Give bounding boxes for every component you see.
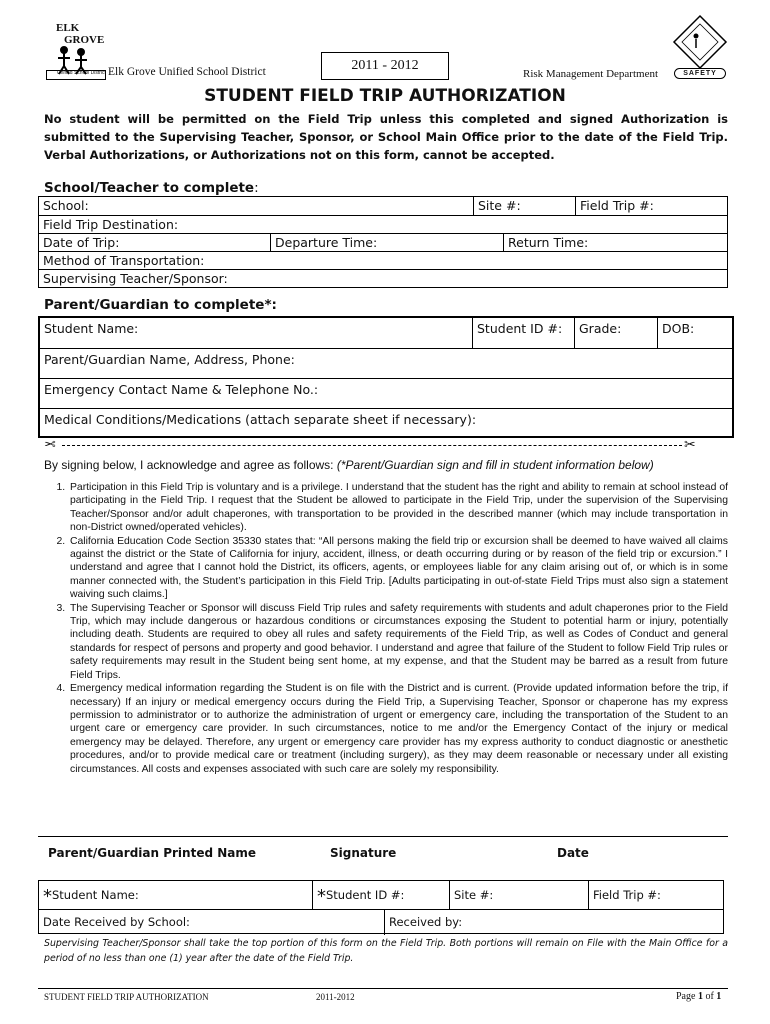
cut-line <box>62 445 682 446</box>
footer-form-name: STUDENT FIELD TRIP AUTHORIZATION <box>44 992 209 1002</box>
bottom-student-id-label: Student ID #: <box>326 888 405 902</box>
agreement-intro-italic: (*Parent/Guardian sign and fill in student information below) <box>336 458 654 472</box>
district-logo-elk: ELK <box>56 22 80 34</box>
bottom-student-name-label: Student Name: <box>52 888 139 902</box>
parent-info-field[interactable]: Parent/Guardian Name, Address, Phone: <box>44 352 295 367</box>
agreement-item-2: 2. California Education Code Section 35330 states that: “All persons making the field trip or excursion shall be deemed to have waived all claims against the district or the State of California for injury, accident, illness, or death occurring during or by reason of the field trip or excursion.” I understand and agree that I cannot hold the District, its officers, agents, or employees liable for any claim arising out of, or which is in some manner connected with, the Student’s participation in this Field Trip. [Adults participating in out-of-state Field Trips must also sign a statement waiving such claims.] <box>68 535 728 602</box>
return-time-field[interactable]: Return Time: <box>503 234 727 252</box>
teacher-table <box>38 196 728 288</box>
notice-text: No student will be permitted on the Field Trip unless this completed and signed Authorization is submitted to the Supervising Teacher, Sponsor, or School Main Office prior to the date of the Field Trip. Verbal Authorizations, or Authorizations not on this form, cannot be accepted. <box>44 112 728 162</box>
office-table <box>38 880 724 934</box>
page-current: 1 <box>697 991 703 1002</box>
departure-time-field[interactable]: Departure Time: <box>270 234 503 252</box>
department-name: Risk Management Department <box>523 68 659 80</box>
safety-diamond-icon <box>672 14 728 70</box>
district-name: Elk Grove Unified School District <box>108 66 266 78</box>
teacher-section-heading-text: School/Teacher to complete <box>44 180 255 196</box>
student-id-field[interactable]: Student ID #: <box>472 318 574 348</box>
page-prefix: Page <box>676 991 698 1002</box>
asterisk-mark: * <box>43 886 52 907</box>
signature-label: Signature <box>330 846 397 860</box>
scissors-right-icon: ✂ <box>684 437 696 453</box>
district-logo <box>44 14 106 80</box>
printed-name-label: Parent/Guardian Printed Name <box>48 846 257 860</box>
signature-line[interactable] <box>38 836 728 837</box>
parent-table <box>38 316 734 438</box>
agreement-intro <box>44 458 654 472</box>
asterisk-mark: * <box>317 886 326 907</box>
bottom-field-trip-field[interactable]: Field Trip #: <box>588 881 723 909</box>
agreement-intro-text: By signing below, I acknowledge and agree as follows: <box>44 458 337 472</box>
dob-field[interactable]: DOB: <box>657 318 732 348</box>
district-logo-bar <box>46 70 106 80</box>
agreement-item-4: 4. Emergency medical information regarding the Student is on file with the District and is current. (Provide updated information before the trip, if necessary) If an injury or medical emergency occurs during the Field Trip, a Supervising Teacher, Sponsor or chaperone has my express permission to administrator or to authorize the administration of urgent or emergency care, including the transportation of the Student to an urgent care or emergency care provider. In such circumstances, notice to me and/or the Emergency Contact of the injury or medical emergency may be delayed. Therefore, any urgent or emergency care provider has my express authority to conduct diagnostic or anesthetic procedures, and/or to provide medical care or treatment (including surgery), as they may deem reasonable or necessary under all existing circumstances. All costs and expenses associated with such care are solely my responsibility. <box>68 682 728 776</box>
student-name-field[interactable]: Student Name: <box>44 321 139 336</box>
district-logo-subtitle: Unified School District <box>57 70 106 76</box>
grade-field[interactable]: Grade: <box>574 318 657 348</box>
bottom-student-id-field[interactable] <box>312 881 449 909</box>
safety-logo <box>672 14 728 80</box>
parent-section-heading: Parent/Guardian to complete*: <box>44 297 277 313</box>
footer-rule <box>38 988 728 989</box>
site-field[interactable]: Site #: <box>473 197 575 215</box>
footer-year: 2011-2012 <box>316 992 355 1002</box>
footnote: Supervising Teacher/Sponsor shall take the top portion of this form on the Field Trip. Both portions will remain on File with the Main Office for a period of no less than one (1) year after the date of the Field Trip. <box>44 938 728 964</box>
page-of: of <box>702 991 717 1002</box>
field-trip-number-field[interactable]: Field Trip #: <box>575 197 727 215</box>
district-logo-grove: GROVE <box>64 34 105 46</box>
bottom-student-name-field[interactable] <box>39 881 312 909</box>
school-field[interactable]: School: <box>43 198 89 213</box>
medical-conditions-field[interactable]: Medical Conditions/Medications (attach separate sheet if necessary): <box>44 412 477 427</box>
agreement-item-1: 1. Participation in this Field Trip is voluntary and is a privilege. I understand that the student has the right and ability to remain at school instead of participating in the Field Trip. I request that the Student be allowed to participate in the Field Trip, under the supervision of the Supervising Teacher/Sponsor and/or adult chaperones, with transportation to be provided in the described manner (which may include transportation in non-District owned/operated vehicles). <box>68 481 728 535</box>
footer-page-number <box>676 991 721 1002</box>
agreement-item-3: 3. The Supervising Teacher or Sponsor will discuss Field Trip rules and safety requirements with students and adult chaperones prior to the Field Trip, which may include dangerous or hazardous conditions or circumstances exposing the Student to potential harm or injury, potentially including death. Students are required to obey all rules and safety requirements of the Field Trip, as well as Codes of Conduct and general standards for respect of persons and property and good behavior. I understand and agree that failure of the Student to follow Field Trip rules or safety requirements may result in the Student being sent home, at my expense, and that the Student may be barred as a result from future Field Trips. <box>68 602 728 682</box>
year-box: 2011 - 2012 <box>321 52 449 80</box>
trip-date-field[interactable]: Date of Trip: <box>43 235 120 250</box>
supervisor-field[interactable]: Supervising Teacher/Sponsor: <box>43 271 228 286</box>
form-title: STUDENT FIELD TRIP AUTHORIZATION <box>204 86 566 106</box>
date-received-field[interactable]: Date Received by School: <box>43 915 190 929</box>
transportation-field[interactable]: Method of Transportation: <box>43 253 205 268</box>
teacher-section-heading <box>44 180 259 196</box>
safety-label: SAFETY <box>674 68 726 79</box>
emergency-contact-field[interactable]: Emergency Contact Name & Telephone No.: <box>44 382 319 397</box>
agreement-terms <box>42 481 728 776</box>
received-by-field[interactable]: Received by: <box>384 910 723 935</box>
destination-field[interactable]: Field Trip Destination: <box>43 217 179 232</box>
page-total: 1 <box>716 991 722 1002</box>
scissors-left-icon: ✂ <box>44 437 56 453</box>
teacher-section-heading-colon: : <box>254 180 259 196</box>
bottom-site-field[interactable]: Site #: <box>449 881 588 909</box>
date-label: Date <box>557 846 589 860</box>
